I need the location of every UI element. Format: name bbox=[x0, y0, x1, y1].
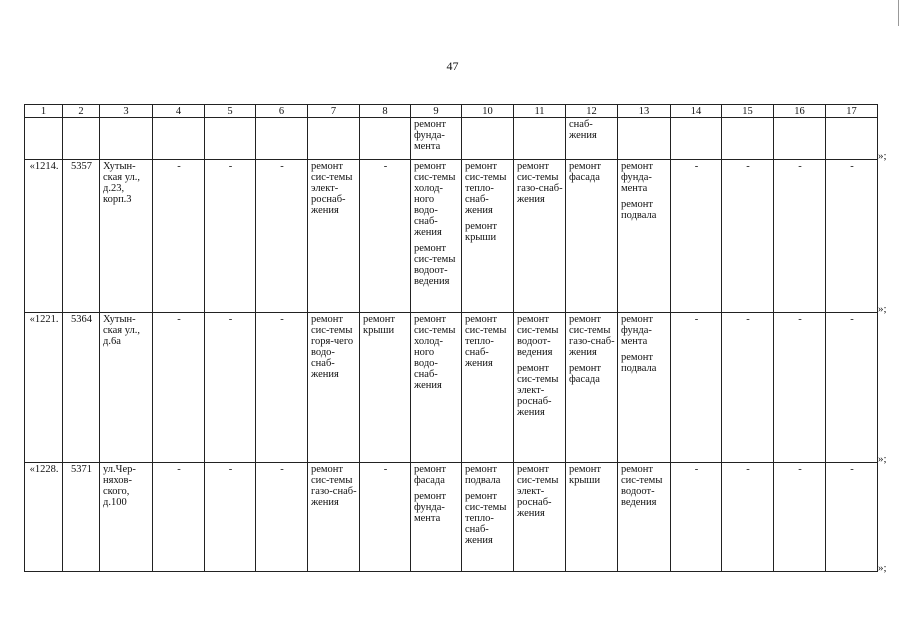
work-item: ремонт сис-темы водоот-ведения bbox=[414, 243, 456, 287]
table-cell bbox=[514, 160, 566, 313]
column-header: 3 bbox=[100, 105, 153, 118]
cell-value: - bbox=[228, 161, 233, 172]
cell-value: - bbox=[746, 161, 750, 172]
column-header: 7 bbox=[308, 105, 360, 118]
table-row bbox=[25, 160, 878, 313]
table-cell bbox=[774, 463, 826, 572]
table-cell bbox=[618, 118, 671, 160]
table-cell bbox=[462, 463, 514, 572]
work-item: ремонт сис-темы водоот-ведения bbox=[621, 464, 663, 508]
cell-value: - bbox=[280, 464, 284, 475]
column-header: 4 bbox=[153, 105, 205, 118]
table-cell bbox=[63, 313, 100, 463]
table-cell bbox=[308, 463, 360, 572]
table-cell bbox=[514, 313, 566, 463]
table-cell bbox=[722, 463, 774, 572]
work-item: ремонт сис-темы газо-снаб-жения bbox=[569, 314, 615, 358]
table-cell bbox=[411, 463, 462, 572]
house-id: 5364 bbox=[71, 314, 92, 325]
work-item: ремонт сис-темы элект-роснаб-жения bbox=[517, 363, 559, 418]
work-item: ремонт сис-темы элект-роснаб-жения bbox=[311, 161, 353, 216]
cell-value: - bbox=[280, 314, 284, 325]
table-cell bbox=[514, 463, 566, 572]
table-cell bbox=[774, 313, 826, 463]
table-cell bbox=[462, 118, 514, 160]
work-item: ремонт фунда-мента bbox=[414, 491, 447, 524]
address: Хутын-ская ул., д.23, корп.3 bbox=[103, 161, 140, 205]
work-item: ремонт сис-темы тепло-снаб-жения bbox=[465, 161, 507, 216]
work-item: ремонт сис-темы холод-ного водо-снаб-жения bbox=[414, 314, 456, 391]
table-cell bbox=[360, 160, 411, 313]
table-cell bbox=[826, 463, 878, 572]
column-header: 12 bbox=[566, 105, 618, 118]
table-row bbox=[25, 313, 878, 463]
cell-value: - bbox=[177, 314, 181, 325]
table-cell bbox=[25, 118, 63, 160]
table-cell bbox=[63, 160, 100, 313]
table-body bbox=[25, 105, 878, 572]
work-item: ремонт крыши bbox=[465, 221, 498, 243]
table-cell bbox=[671, 463, 722, 572]
table-cell bbox=[308, 118, 360, 160]
table-cell bbox=[618, 160, 671, 313]
table-cell bbox=[25, 313, 63, 463]
table-cell bbox=[566, 463, 618, 572]
address: Хутын-ская ул., д.6а bbox=[103, 314, 140, 347]
table-cell bbox=[25, 160, 63, 313]
table-cell bbox=[153, 313, 205, 463]
column-header: 14 bbox=[671, 105, 722, 118]
cell-value: - bbox=[694, 314, 699, 325]
cell-value: - bbox=[850, 161, 854, 172]
cell-value: - bbox=[228, 314, 233, 325]
table-cell bbox=[256, 463, 308, 572]
table-cell bbox=[566, 160, 618, 313]
table-cell bbox=[462, 313, 514, 463]
column-header: 8 bbox=[360, 105, 411, 118]
cell-value: - bbox=[798, 314, 802, 325]
column-header: 13 bbox=[618, 105, 671, 118]
cell-text: снаб-жения bbox=[569, 119, 597, 141]
column-header: 17 bbox=[826, 105, 878, 118]
table-cell bbox=[205, 160, 256, 313]
table-cell bbox=[205, 118, 256, 160]
column-header: 6 bbox=[256, 105, 308, 118]
table-cell bbox=[774, 118, 826, 160]
house-id: 5357 bbox=[71, 161, 92, 172]
cell-value: - bbox=[746, 464, 750, 475]
address: ул.Чер-няхов-ского, д.100 bbox=[103, 464, 136, 508]
table-cell bbox=[826, 160, 878, 313]
table-cell bbox=[256, 313, 308, 463]
table-cell bbox=[671, 313, 722, 463]
table-cell bbox=[671, 118, 722, 160]
table-cell bbox=[618, 463, 671, 572]
works-table bbox=[24, 104, 878, 572]
table-cell bbox=[514, 118, 566, 160]
work-item: ремонт фасада bbox=[414, 464, 447, 486]
table-cell bbox=[153, 463, 205, 572]
table-cell bbox=[566, 313, 618, 463]
column-header: 11 bbox=[514, 105, 566, 118]
table-cell bbox=[411, 118, 462, 160]
cell-value: - bbox=[798, 161, 802, 172]
table-cell bbox=[462, 160, 514, 313]
table-cell bbox=[63, 118, 100, 160]
continuation-row bbox=[25, 118, 878, 160]
table-cell bbox=[360, 118, 411, 160]
work-item: ремонт сис-темы газо-снаб-жения bbox=[517, 161, 563, 205]
work-item: - bbox=[383, 161, 388, 172]
table-cell bbox=[618, 313, 671, 463]
house-id: 5371 bbox=[71, 464, 92, 475]
table-cell bbox=[256, 118, 308, 160]
table-cell bbox=[360, 463, 411, 572]
column-header: 1 bbox=[25, 105, 63, 118]
cell-value: - bbox=[798, 464, 802, 475]
table-cell bbox=[308, 160, 360, 313]
cell-value: - bbox=[694, 161, 699, 172]
column-header: 16 bbox=[774, 105, 826, 118]
table-cell bbox=[411, 313, 462, 463]
page-number: 47 bbox=[446, 59, 459, 73]
table-cell bbox=[722, 313, 774, 463]
work-item: ремонт сис-темы элект-роснаб-жения bbox=[517, 464, 559, 519]
table-cell bbox=[722, 118, 774, 160]
table-cell bbox=[100, 118, 153, 160]
closing-quote-mark: »; bbox=[878, 150, 887, 162]
table-cell bbox=[100, 160, 153, 313]
work-item: ремонт подвала bbox=[621, 199, 657, 221]
table-cell bbox=[722, 160, 774, 313]
work-item: ремонт подвала bbox=[465, 464, 501, 486]
work-item: ремонт сис-темы тепло-снаб-жения bbox=[465, 491, 507, 546]
table-cell bbox=[25, 463, 63, 572]
table-cell bbox=[826, 118, 878, 160]
table-cell bbox=[100, 463, 153, 572]
cell-value: - bbox=[746, 314, 750, 325]
table-cell bbox=[360, 313, 411, 463]
cell-text: ремонт фунда-мента bbox=[414, 119, 447, 152]
work-item: - bbox=[383, 464, 388, 475]
cell-value: - bbox=[280, 161, 284, 172]
cell-value: - bbox=[850, 314, 854, 325]
table-cell bbox=[826, 313, 878, 463]
cell-value: - bbox=[228, 464, 233, 475]
work-item: ремонт фунда-мента bbox=[621, 314, 654, 347]
table-cell bbox=[308, 313, 360, 463]
column-header: 9 bbox=[411, 105, 462, 118]
table-cell bbox=[205, 313, 256, 463]
closing-quote-mark: »; bbox=[878, 562, 887, 574]
table-cell bbox=[671, 160, 722, 313]
cell-value: - bbox=[694, 464, 699, 475]
work-item: ремонт сис-темы горя-чего водо-снаб-жения bbox=[311, 314, 354, 380]
work-item: ремонт крыши bbox=[569, 464, 602, 486]
cell-value: - bbox=[177, 464, 181, 475]
work-item: ремонт сис-темы газо-снаб-жения bbox=[311, 464, 357, 508]
column-header: 10 bbox=[462, 105, 514, 118]
column-header: 5 bbox=[205, 105, 256, 118]
work-item: ремонт сис-темы тепло-снаб-жения bbox=[465, 314, 507, 369]
row-number: «1214. bbox=[29, 161, 59, 172]
column-header: 2 bbox=[63, 105, 100, 118]
table-cell bbox=[256, 160, 308, 313]
table-row bbox=[25, 463, 878, 572]
work-item: ремонт сис-темы холод-ного водо-снаб-жения bbox=[414, 161, 456, 238]
table-cell bbox=[205, 463, 256, 572]
table-cell bbox=[153, 118, 205, 160]
work-item: ремонт фунда-мента bbox=[621, 161, 654, 194]
work-item: ремонт подвала bbox=[621, 352, 657, 374]
closing-quote-mark: »; bbox=[878, 453, 887, 465]
table-cell bbox=[566, 118, 618, 160]
work-item: ремонт фасада bbox=[569, 161, 602, 183]
work-item: ремонт крыши bbox=[363, 314, 396, 336]
work-item: ремонт фасада bbox=[569, 363, 602, 385]
cell-value: - bbox=[177, 161, 181, 172]
column-header: 15 bbox=[722, 105, 774, 118]
header-row bbox=[25, 105, 878, 118]
corner-mark bbox=[898, 0, 901, 26]
closing-quote-mark: »; bbox=[878, 303, 887, 315]
table-cell bbox=[774, 160, 826, 313]
table-cell bbox=[153, 160, 205, 313]
work-item: ремонт сис-темы водоот-ведения bbox=[517, 314, 559, 358]
row-number: «1221. bbox=[29, 314, 59, 325]
table-cell bbox=[100, 313, 153, 463]
table-cell bbox=[411, 160, 462, 313]
row-number: «1228. bbox=[29, 464, 59, 475]
table-cell bbox=[63, 463, 100, 572]
cell-value: - bbox=[850, 464, 854, 475]
